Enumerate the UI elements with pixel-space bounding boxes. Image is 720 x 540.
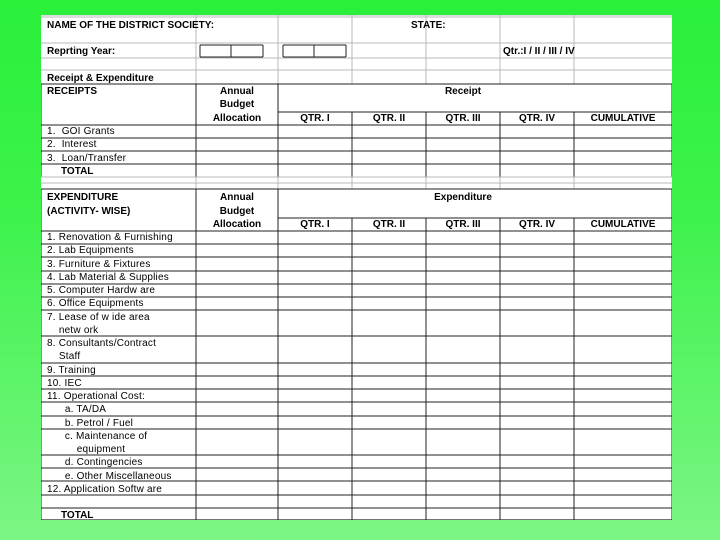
expenditure-row-label: d. Contingencies [47,457,143,469]
expenditure-row-label: Staff [47,351,81,363]
expenditure-row-label: a. TA/DA [47,404,107,416]
expenditure-row-label: 2. Lab Equipments [47,245,134,257]
receipts-column-header: CUMULATIVE [590,113,656,124]
receipts-row-label: 3. Loan/Transfer [47,152,127,164]
expenditure-row-label: 11. Operational Cost: [47,391,145,402]
expenditure-title-line2: (ACTIVITY- WISE) [47,206,131,217]
expenditure-total-label: TOTAL [61,510,94,521]
receipts-row-label: 1. GOI Grants [47,126,115,137]
expenditure-row-label: c. Maintenance of [47,430,148,442]
expenditure-row-label: 1. Renovation & Furnishing [47,232,173,243]
expenditure-row-label: 12. Application Softw are [47,483,163,495]
expenditure-budget-line3: Allocation [212,219,262,230]
quarter-label: Qtr.:I / II / III / IV [503,46,575,57]
expenditure-row-label: e. Other Miscellaneous [47,470,172,482]
expenditure-row-label: 7. Lease of w ide area [47,311,150,323]
receipts-budget-line1: Annual [220,86,254,97]
expenditure-row-label: netw ork [47,324,99,336]
expenditure-column-header: CUMULATIVE [590,219,656,230]
reporting-year-label: Reprting Year: [47,46,116,57]
expenditure-title-line1: EXPENDITURE [47,192,119,203]
receipts-column-header: QTR. II [372,113,406,124]
expenditure-column-header: QTR. II [372,219,406,230]
receipts-title: RECEIPTS [47,86,98,97]
expenditure-row-label: equipment [47,444,126,455]
state-label: STATE: [411,20,446,31]
expenditure-row-label: 5. Computer Hardw are [47,285,156,296]
expenditure-budget-line1: Annual [220,192,254,203]
expenditure-column-header: QTR. IV [518,219,556,230]
report-form [41,15,672,520]
receipts-total-label: TOTAL [61,166,94,177]
expenditure-group-label: Expenditure [434,192,492,203]
expenditure-row-label: 8. Consultants/Contract [47,338,157,349]
expenditure-budget-line2: Budget [219,206,255,217]
expenditure-row-label: b. Petrol / Fuel [47,417,134,429]
receipts-row-label: 2. Interest [47,139,97,151]
expenditure-column-header: QTR. III [445,219,481,230]
receipts-column-header: QTR. IV [518,113,556,124]
expenditure-row-label: 10. IEC [47,377,82,389]
expenditure-row-label: 4. Lab Material & Supplies [47,271,169,283]
expenditure-row-label: 3. Furniture & Fixtures [47,258,151,270]
expenditure-row-label: 9. Training [47,364,96,376]
receipts-budget-line3: Allocation [212,113,262,124]
receipts-group-label: Receipt [444,86,482,97]
expenditure-row-label: 6. Office Equipments [47,298,144,310]
receipts-column-header: QTR. III [445,113,481,124]
receipts-column-header: QTR. I [300,113,330,124]
receipts-budget-line2: Budget [219,99,255,110]
section-label: Receipt & Expenditure [47,73,154,84]
society-label: NAME OF THE DISTRICT SOCIETY: [47,20,215,31]
expenditure-column-header: QTR. I [300,219,330,230]
